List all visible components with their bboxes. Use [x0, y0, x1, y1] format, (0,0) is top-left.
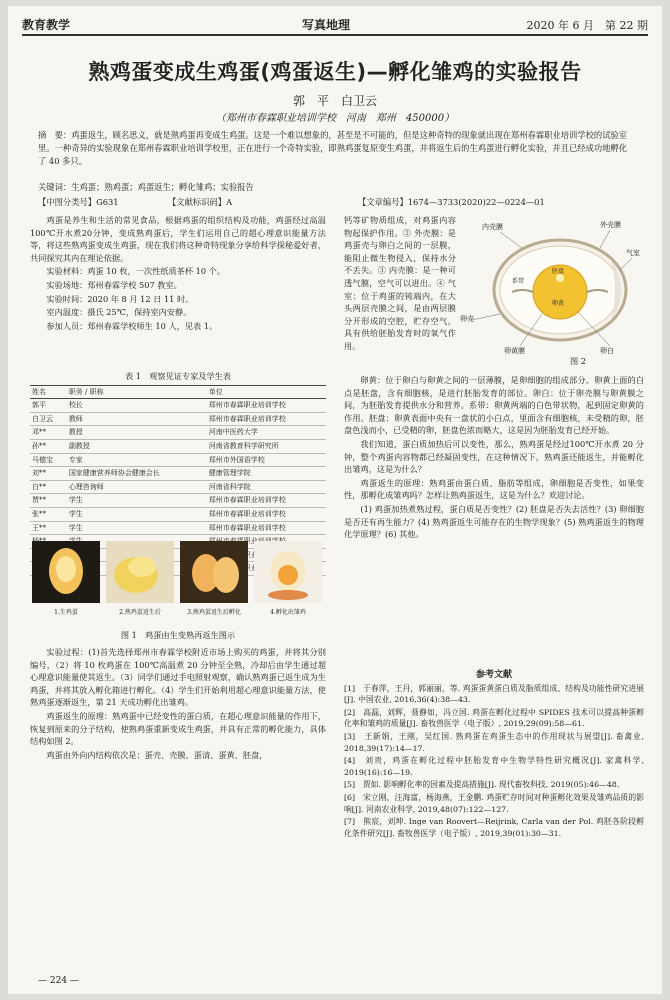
table-cell: 白卫云	[30, 412, 67, 426]
table-cell: 郑州市春霖职业培训学校	[207, 521, 326, 535]
abstract: 摘 要：鸡蛋返生，顾名思义，就是熟鸡蛋再变成生鸡蛋。这是一个难以想象的，甚至是不可能的，但是这种奇特的现象就出现在郑州春霖职业培训学校的试验室里。一种奇异的实验现象在郑州春霖职业培训学校里，正在进行一个奇特实验，即熟鸡蛋复原变生鸡蛋，并将返生后的生鸡蛋进行孵化实验，并且已经成功地孵化了 40 多只。	[38, 130, 628, 166]
fig-label: 内壳膜	[482, 223, 503, 231]
paragraph: 鸡蛋是养生和生活的常见食品，根据鸡蛋的组织结构及功能，鸡蛋经过高温100℃开水煮20分钟，变成熟鸡蛋后，学生们运用自己的超心理意识能量方法等，将这些熟鸡蛋变成生鸡蛋，现在我们将这种奇特现象分享给科学探秘爱好者，共同探究其内在理论依据。	[30, 215, 326, 263]
table-header: 职务 / 职称	[67, 385, 207, 399]
egg-photos	[30, 541, 326, 621]
paragraph: 钙等矿物质组成，对鸡蛋内容物起保护作用。② 外壳膜：是鸡蛋壳与卵白之间的一层膜，能阻止微生物侵入，保持水分不丢失。③ 内壳膜：是一种可透气膜，空气可以进出。④ 气室：位于鸡蛋的钝端内，在大头两层壳膜之间，是由两层膜分开形成的空腔，贮存空气，具有供给胚胎发育时的氧气作用。	[344, 215, 456, 351]
photo-chick	[254, 541, 322, 603]
photo-returned-egg	[106, 541, 174, 603]
reference-item: [4] 刘贵，鸡蛋在孵化过程中胚胎发育中生物学特性研究概况[J]. 家禽科学, 2019(16):16—19.	[344, 756, 644, 777]
table-cell: 心理咨询师	[67, 480, 207, 494]
reference-item: [7] 熊宸，刘坤. Inge van Roovert—Reijrink, Carla van der Pol. 鸡胚各阶段孵化条件研究[J]. 畜牧兽医学（电子版）, 2019,39(01):30—31.	[344, 817, 644, 838]
page-number: — 224 —	[38, 976, 79, 986]
table-cell: 邓**	[30, 426, 67, 440]
classification-ids	[38, 196, 632, 208]
reference-item: [2] 高磊，刘辉，聂静如，冯立国. 鸡蛋在孵化过程中 SPIDES 技术可以提高种蛋孵化率和雏鸡的质量[J]. 畜牧兽医学（电子版）, 2019,29(09):58—61.	[344, 707, 644, 729]
article-number: 【文章编号】1674—3733(2020)22—0224—01	[358, 197, 545, 207]
paragraph: 我们知道，蛋白质加热后可以变性，那么，熟鸡蛋是经过100℃开水煮 20 分钟，整个鸡蛋内容物都已经凝固变性，在这种情况下，熟鸡蛋还能返生，并能孵化出雏鸡，这是为什么？	[344, 438, 644, 475]
reference-item: [6] 宋立刚，汪海富，杨海燕，王金鹏. 鸡蛋贮存时间对种蛋孵化效果及雏鸡品质的影响[J]. 河南农业科学, 2019,48(07):122—127.	[344, 792, 644, 814]
table-row	[30, 453, 326, 467]
table-caption: 表 1 观察见证专家及学生表	[124, 371, 232, 381]
table-row	[30, 467, 326, 481]
paragraph: 鸡蛋返生的原理：熟鸡蛋中已经变性的蛋白质，在超心理意识能量的作用下，恢复到原来的分子结构，使熟鸡蛋重新变成生鸡蛋，并具有正常的孵化能力，具体结构如图 2。	[30, 710, 326, 747]
photo-incubation	[180, 541, 248, 603]
table-row	[30, 399, 326, 413]
fig-label: 卵白	[600, 347, 614, 355]
fig-label: 卵黄	[552, 300, 565, 307]
photo-caption: 2.熟鸡蛋返生后	[119, 609, 161, 616]
fig-label: 卵壳	[460, 315, 474, 323]
references	[344, 666, 644, 966]
clc-number: 【中图分类号】G631	[38, 197, 119, 207]
figure1-caption: 图 1 鸡蛋由生变熟再返生图示	[120, 630, 236, 640]
fig-label: 胚盘	[552, 268, 565, 275]
table-cell: 学生	[67, 521, 207, 535]
table-cell: 教授	[67, 426, 207, 440]
left-column-top	[30, 214, 326, 366]
table-row	[30, 412, 326, 426]
table-cell: 学生	[67, 494, 207, 508]
table-cell: 郑州市春霖职业培训学校	[207, 412, 326, 426]
section-name: 教育教学	[22, 18, 71, 32]
reference-item: [1] 于春萍，王丹，郭丽丽，等. 鸡蛋蛋黄蛋白质及脂质组成、结构及功能性研究进展[J]. 中国农业, 2016,36(4):38—43.	[344, 683, 644, 705]
fig-label: 卵黄膜	[504, 347, 525, 355]
paragraph: 实验场地：郑州春霖学校 507 教室。	[46, 279, 182, 290]
table-cell: 郑州市外国语学校	[207, 453, 326, 467]
table-row	[30, 507, 326, 521]
table-header: 单位	[207, 385, 326, 399]
authors: 郭 平 白卫云	[292, 94, 377, 108]
table-cell: 河南省科学院	[207, 480, 326, 494]
table-row	[30, 480, 326, 494]
paragraph: 室内温度：摄氏 25℃，保持室内安静。	[46, 307, 192, 318]
table-cell: 郑州市春霖职业培训学校	[207, 494, 326, 508]
right-column-main	[344, 374, 644, 666]
table-cell: 河南省教育科学研究所	[207, 439, 326, 453]
paragraph: 实验材料：鸡蛋 10 枚，一次性纸质茶杯 10 个。	[46, 266, 226, 277]
journal-name: 写真地理	[302, 18, 351, 32]
table-cell: 白**	[30, 480, 67, 494]
reference-item: [5] 贾如. 影响孵化率的因素及提高措施[J]. 现代畜牧科技, 2019(05):46—48.	[344, 780, 620, 790]
table-cell: 国家健康营养师协会健康会长	[67, 467, 207, 481]
figure2-caption: 图 2	[570, 356, 586, 366]
table-cell: 郑州市春霖职业培训学校	[207, 399, 326, 413]
issue-info: 2020 年 6 月 第 22 期	[526, 19, 648, 32]
table-block	[30, 368, 326, 536]
fig-label: 气室	[626, 249, 640, 257]
paragraph: 参加人员：郑州春霖学校师生 10 人，见表 1。	[46, 320, 218, 331]
paragraph: 实验过程：(1)首先选择郑州市春霖学校附近市场上购买的鸡蛋，并将其分别编号，（2）将 10 枚鸡蛋在 100℃高温煮 20 分钟至全熟，冷却后由学生通过超心理意识能量使其返生。（3）同学们通过手电照射观察，确认熟鸡蛋已返生成为生鸡蛋，并将其放入孵化箱进行孵化。（4）学生们开始利用超心理意识能量方法，使熟鸡蛋逐渐返生，第 21 天成功孵化出雏鸡。	[30, 647, 326, 708]
table-cell: 河南中医药大学	[207, 426, 326, 440]
egg-structure-figure	[460, 218, 646, 368]
table-cell: 教师	[67, 412, 207, 426]
table-cell: 郭平	[30, 399, 67, 413]
table-cell: 马德宝	[30, 453, 67, 467]
table-cell: 学生	[67, 507, 207, 521]
table-cell: 贾**	[30, 494, 67, 508]
table-row	[30, 426, 326, 440]
table-header: 姓名	[30, 385, 67, 399]
reference-item: [3] 王新娟，王刚，吴红国. 熟鸡蛋在鸡蛋生态中的作用现状与展望[J]. 畜禽业, 2018,39(17):14—17.	[344, 731, 644, 753]
right-column-top	[344, 214, 456, 374]
table-cell: 校长	[67, 399, 207, 413]
table-cell: 健康管理学院	[207, 467, 326, 481]
table-cell: 张**	[30, 507, 67, 521]
table-row	[30, 521, 326, 535]
table-cell: 专家	[67, 453, 207, 467]
fig-label: 系带	[512, 278, 525, 285]
photo-caption: 4.孵化出雏鸡	[270, 609, 306, 616]
keywords: 关键词：生鸡蛋；熟鸡蛋；鸡蛋返生；孵化雏鸡；实验报告	[38, 182, 254, 192]
page-header	[22, 14, 648, 36]
paragraph: 实验时间：2020 年 8 月 12 日 11 时。	[46, 293, 194, 304]
paragraph: 鸡蛋返生的原理：熟鸡蛋由蛋白质、脂肪等组成，卵细胞是否变性，如果变性，那孵化成雏鸡吗？怎样让熟鸡蛋返生，这是为什么？欢迎讨论。	[344, 477, 644, 501]
journal-page	[8, 6, 662, 994]
table-cell: 刘**	[30, 467, 67, 481]
paragraph: 鸡蛋由外向内结构依次是：蛋壳、壳膜、蛋清、蛋黄、胚盘，	[46, 749, 268, 760]
left-column-bottom	[30, 646, 326, 971]
paragraph: (1) 鸡蛋加热煮熟过程，蛋白质是否变性？(2) 胚盘是否失去活性？(3) 卵细胞是否还有再生能力？(4) 熟鸡蛋返生可能存在的生物学现象？(5) 熟鸡蛋返生的物理化学原理？(6) 其他。	[344, 503, 644, 540]
fig-label: 外壳膜	[600, 221, 621, 229]
table-row	[30, 494, 326, 508]
affiliation: （郑州市春霖职业培训学校 河南 郑州 450000）	[215, 113, 455, 124]
table-cell: 副教授	[67, 439, 207, 453]
photo-caption: 1.生鸡蛋	[54, 609, 78, 616]
table-cell: 孙**	[30, 439, 67, 453]
table-row	[30, 439, 326, 453]
paragraph: 卵黄：位于卵白与卵黄之间的一层薄膜，是卵细胞的组成部分。卵黄上面的白点是胚盘，含有细胞核，是进行胚胎发育的部位。卵白：位于卵壳膜与卵黄膜之间，为胚胎发育提供水分和营养。系带：卵黄两端的白色带状物，起到固定卵黄的作用。胚盘：卵黄表面中央有一盘状的小白点，里面含有细胞核，未受精的卵，胚盘色浅而小，已受精的卵，胚盘色浓而略大，这是因为胚胎发育已经开始。	[344, 375, 644, 436]
paper-title: 熟鸡蛋变成生鸡蛋(鸡蛋返生)—孵化雏鸡的实验报告	[88, 60, 582, 84]
photo-caption: 3.熟鸡蛋返生后孵化	[187, 609, 241, 616]
references-title: 参考文献	[475, 670, 512, 680]
table-cell: 郑州市春霖职业培训学校	[207, 507, 326, 521]
doc-code: 【文献标识码】A	[168, 197, 233, 207]
photo-raw-egg	[32, 541, 100, 603]
table-cell: 王**	[30, 521, 67, 535]
